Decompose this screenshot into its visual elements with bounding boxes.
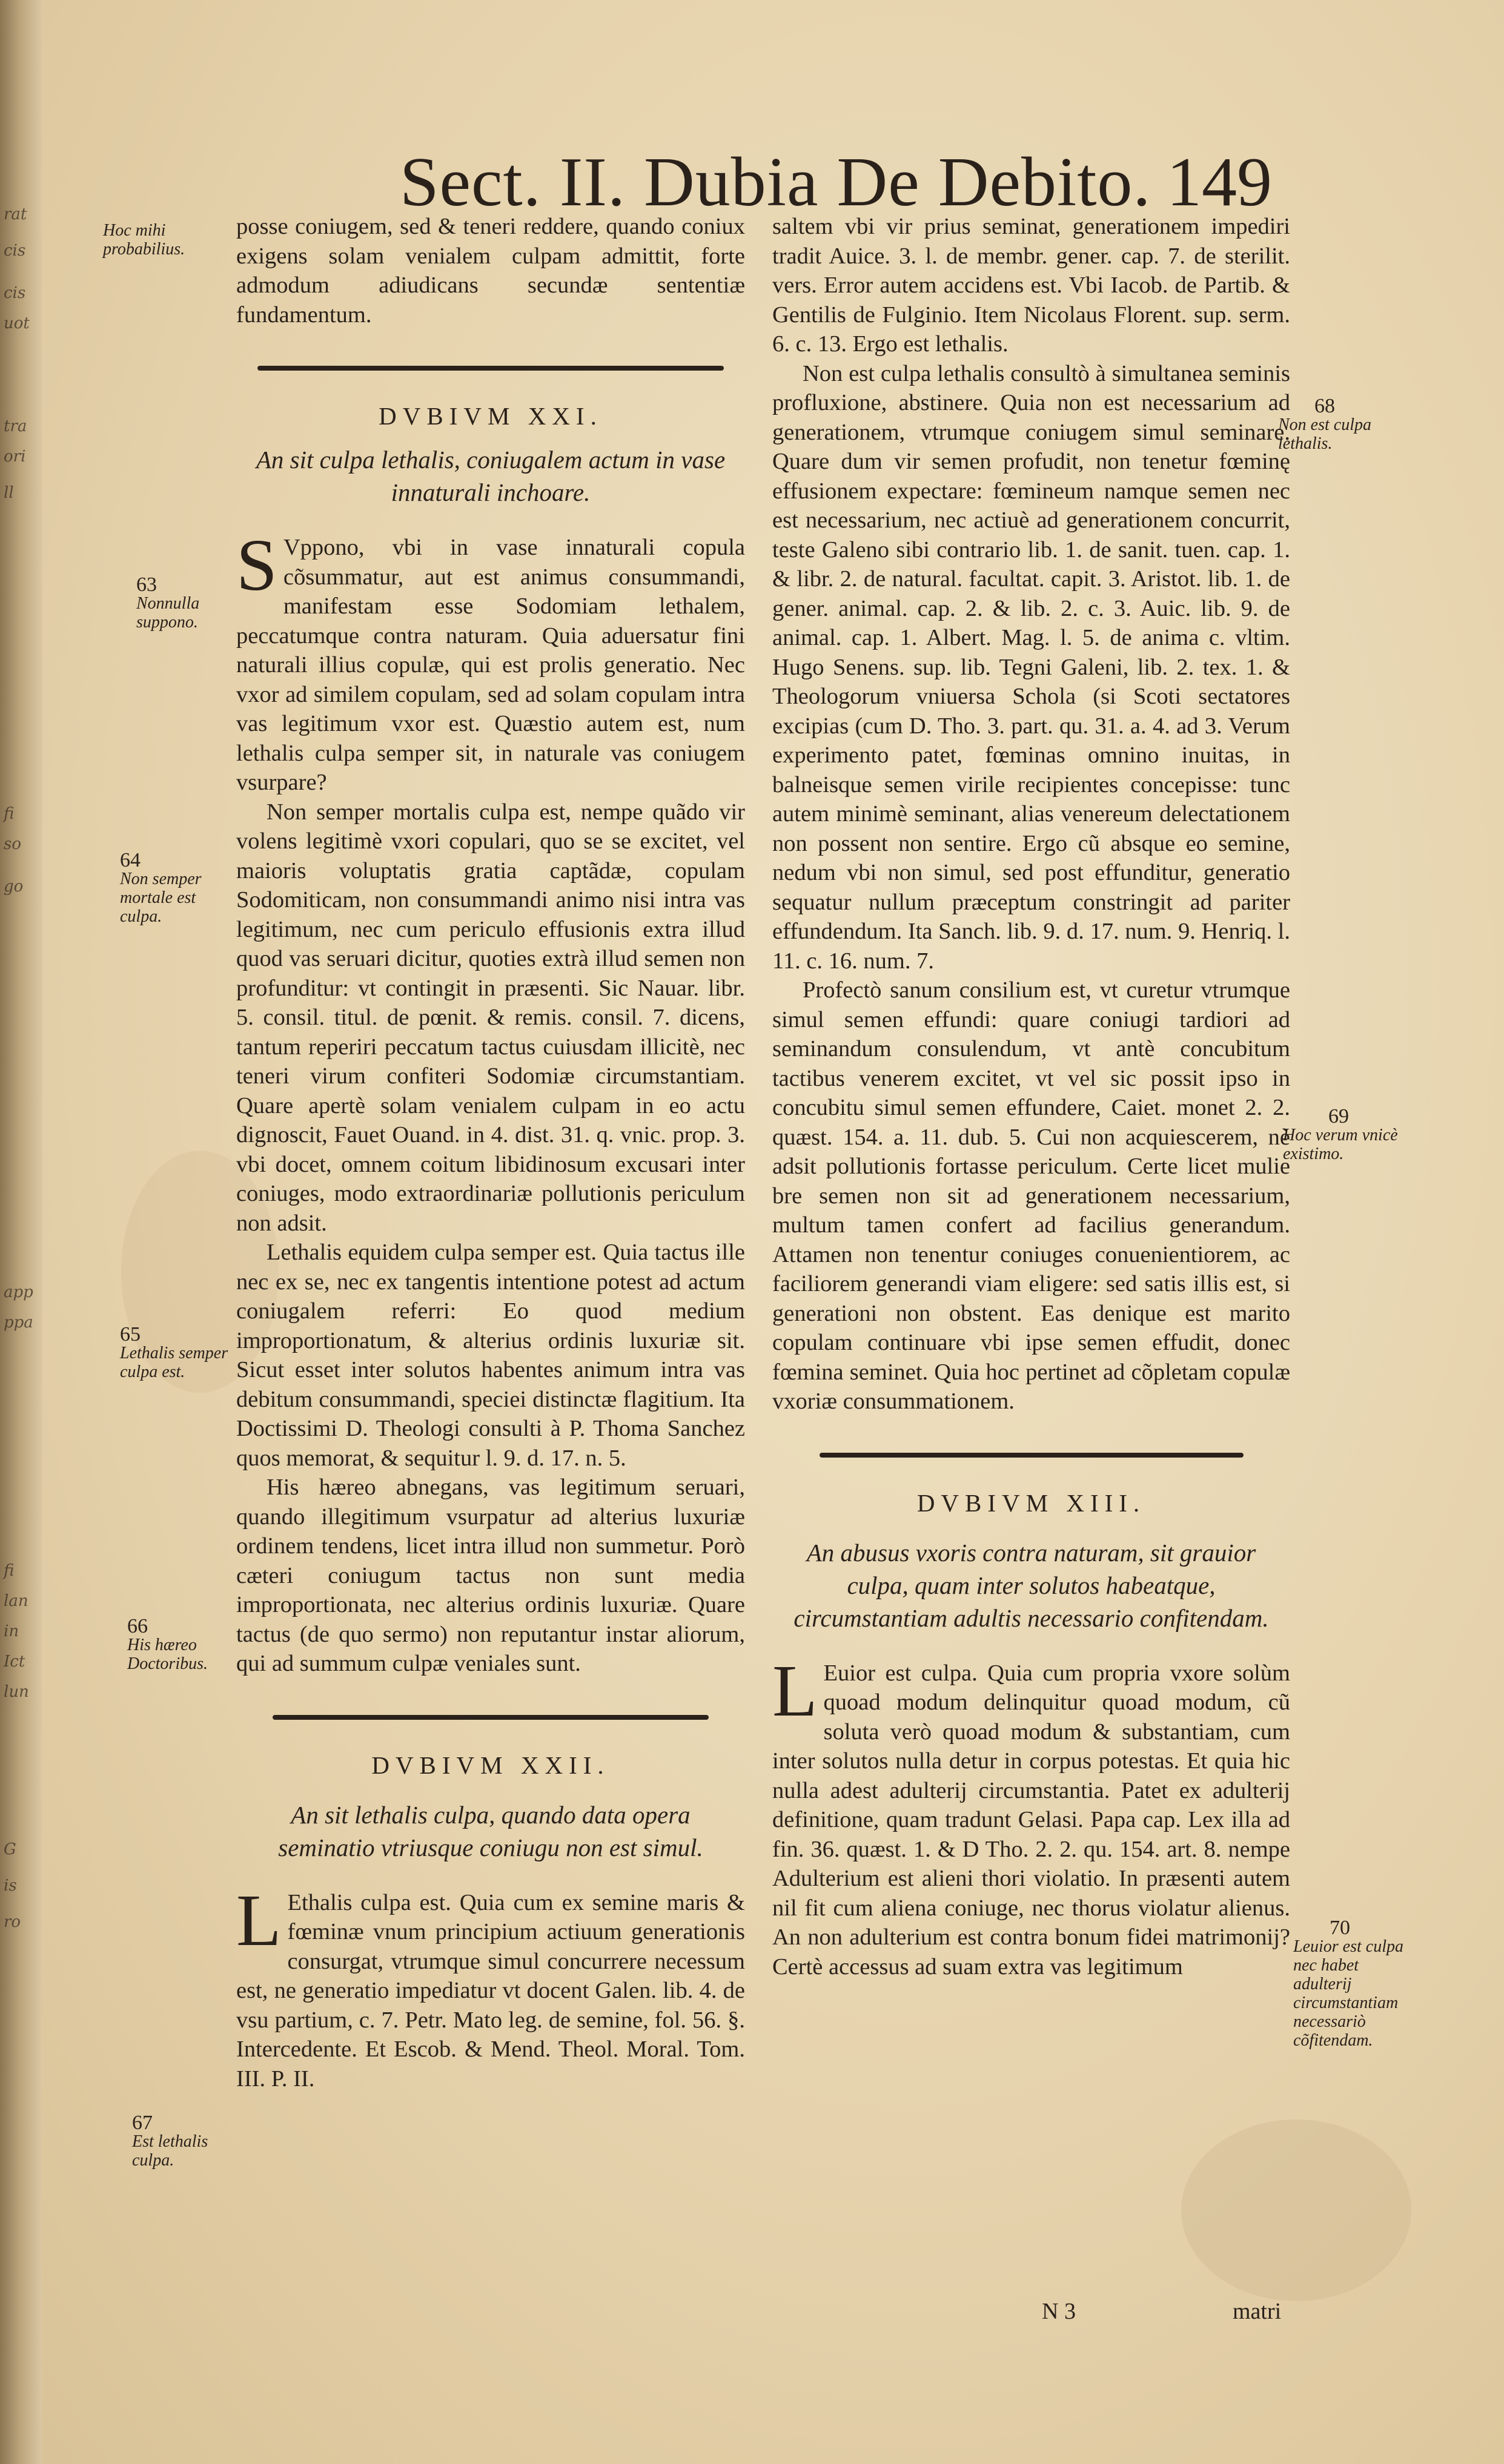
margin-note-69 bbox=[1283, 1107, 1404, 1163]
section-rule bbox=[273, 1715, 709, 1720]
running-head-title: Sect. II. Dubia De Debito. bbox=[400, 144, 1151, 221]
dubium-xxi-question: An sit culpa lethalis, coniugalem actum in vase innaturali inchoare. bbox=[256, 446, 726, 506]
paragraph-text: Euior est culpa. Quia cum propria vxore solùm quoad modum delinquitur quoad modum, cũ soluta verò quoad modum & substantiam, cum inter solutos nulla detur in corpus potestas. Et quia hic nulla adest adulterij circumstantia. Patet ex adulterij definitione, quam tradunt Gelasi. Papa cap. Lex illa ad fin. 36. quæst. 1. & D Tho. 2. 2. qu. 154. art. 8. nempe Adulterium est alieni thori violatio. In præsenti autem nil fit cum aliena coniuge, nec thorus violatur alienus. An non adulterium est contra bonum fidei matrimonij? Certè accessus ad suam extra vas legitimum bbox=[772, 1660, 1290, 1980]
prev-page-fragment: lan bbox=[4, 1592, 28, 1610]
left-column bbox=[236, 212, 745, 2093]
margin-note-66 bbox=[127, 1617, 236, 1673]
prev-page-fragment: lun bbox=[4, 1683, 29, 1701]
dubium-xxii-question: An sit lethalis culpa, quando data opera seminatio vtriusque coniugu non est simul. bbox=[278, 1800, 703, 1861]
right-column bbox=[772, 212, 1290, 1981]
prev-page-fragment: ro bbox=[4, 1913, 21, 1931]
signature-mark: N 3 bbox=[1042, 2299, 1076, 2324]
dubium-xiii-heading: DVBIVM XIII. bbox=[916, 1488, 1146, 1517]
paragraph-69: Profectò sanum consilium est, vt curetur vtrumque simul semen effundi: quare coniugi tardiori ad seminandum consulendum, vt antè concubitum tactibus venerem excitet, vt vel sic possit ipso in concubitu simul semen effundere, Caiet. monet 2. 2. quæst. 154. a. 11. dub. 5. Cui non acquiescerem, nè adsit pollutionis fortasse periculum. Certe licet mulie bre semen non sit ad generationem necessarium, multum tamen confert ad facilius generandum. Attamen non tenentur coniuges conuenientiorem, ac faciliorem generandi viam eligere: sed satis illis est, si generationi non obstent. Eas denique est marito copulam continuare vbi ipse semen effudit, donec fœmina seminet. Quia hoc pertinet ad cõpletam copulæ vxoriæ consummationem. bbox=[772, 977, 1290, 1414]
drop-cap: L bbox=[236, 1879, 282, 1961]
continued-paragraph: saltem vbi vir prius seminat, generationem impediri tradit Auice. 3. l. de membr. gener. cap. 7. de sterilit. vers. Error autem accidens est. Vbi Iacob. de Partib. & Gentilis de Fulginio. Item Nicolaus Florent. sup. serm. 6. c. 13. Ergo est lethalis. bbox=[772, 214, 1290, 357]
prev-page-fragment: uot bbox=[4, 314, 30, 332]
margin-note-text: Non semper mortale est culpa. bbox=[120, 870, 202, 926]
paragraph-67 bbox=[236, 1879, 745, 2094]
paragraph-65: Lethalis equidem culpa semper est. Quia tactus ille nec ex se, nec ex tangentis intentione potest ad actum coniugalem referri: Eo quod medium improportionatum, & alterius ordinis luxuriæ sit. Sicut esset inter solutos habentes animum intra vas debitum consummandi, speciei distinctæ flagitium. Ita Doctissimi D. Theologi consulti à P. Thoma Sanchez quos memorat, & sequitur l. 9. d. 17. n. 5. bbox=[236, 1240, 745, 1471]
section-rule bbox=[257, 366, 724, 371]
margin-note-65 bbox=[120, 1325, 235, 1381]
prev-page-fragment: so bbox=[4, 835, 21, 853]
margin-note-63 bbox=[136, 575, 227, 632]
prev-page-fragment: rat bbox=[4, 205, 27, 223]
section-rule bbox=[820, 1453, 1244, 1458]
margin-number: 64 bbox=[120, 849, 141, 871]
prev-page-fragment: tra bbox=[4, 417, 27, 435]
margin-note-text: Hoc verum vnicè existimo. bbox=[1283, 1126, 1398, 1163]
margin-note-text: Nonnulla suppono. bbox=[136, 594, 200, 632]
dubium-xxii-heading: DVBIVM XXII. bbox=[371, 1751, 610, 1779]
intro-paragraph: posse coniugem, sed & teneri reddere, quando coniux exigens solam venialem culpam admittit, forte admodum adiudicans secundæ sententiæ fundamentum. bbox=[236, 214, 745, 328]
prev-page-fragment: app bbox=[4, 1283, 33, 1301]
margin-number: 68 bbox=[1314, 395, 1335, 417]
paragraph-70 bbox=[772, 1650, 1290, 1982]
margin-note-68 bbox=[1278, 397, 1399, 453]
paragraph-68: Non est culpa lethalis consultò à simultanea seminis profluxione, abstinere. Quia non est necessarium ad generationem, vtrumque coniugem simul seminare. Quare dum vir semen profudit, non tenetur fœminę effusionem expectare: fœmineum namque semen nec est necessarium, nec actiuè ad generationem concurrit, teste Galeno sibi contrario lib. 1. de sanit. tuen. cap. 1. & libr. 2. de natural. facultat. capit. 3. Aristot. lib. 1. de gener. animal. cap. 2. & lib. 2. c. 3. Auic. lib. 9. de animal. cap. 1. Albert. Mag. l. 5. de anima c. vltim. Hugo Senens. sup. lib. Tegni Galeni, lib. 2. tex. 1. & Theologorum vniuersa Schola (si Scoti sectatores excipias (cum D. Tho. 3. part. qu. 31. a. 4. ad 3. Verum experimento patet, fœminas omnino inuitas, in balneisque semen virile recipientes concepisse: tunc autem minimè seminant, alias venereum delectationem non possent non sentire. Ergo cũ absque eo semine, nedum vbi non simul, sed post effunditur, generatio sequatur nullum præceptum constringit ad pariter effundendum. Ita Sanch. lib. 9. d. 17. num. 9. Henriq. l. 11. c. 16. num. 7. bbox=[772, 360, 1290, 974]
prev-page-fragment: ll bbox=[4, 484, 14, 502]
paragraph-text: Vppono, vbi in vase innaturali copula cõsummatur, aut est animus consummandi, manifestam esse Sodomiam lethalem, peccatumque contra naturam. Quia aduersatur fini naturali illius copulæ, qui est prolis generatio. Nec vxor ad similem copulam, sed ad solam copulam intra vas legitimum vxor est. Quæstio autem est, num lethalis culpa semper sit, in naturale vas coniugem vsurpare? bbox=[236, 535, 745, 795]
paragraph-63 bbox=[236, 524, 745, 798]
drop-cap: S bbox=[236, 524, 277, 606]
prev-page-fragment: G bbox=[4, 1840, 16, 1858]
margin-note-text: Lethalis semper culpa est. bbox=[120, 1344, 228, 1381]
paper-stain bbox=[1181, 2119, 1411, 2301]
margin-number: 63 bbox=[136, 573, 157, 596]
margin-number: 66 bbox=[127, 1615, 148, 1637]
prev-page-fragment: go bbox=[4, 877, 24, 896]
prev-page-fragment: fi bbox=[4, 805, 15, 823]
margin-note-text: His hæreo Doctoribus. bbox=[127, 1636, 208, 1673]
prev-page-fragment: is bbox=[4, 1877, 17, 1895]
paragraph-text: Ethalis culpa est. Quia cum ex semine maris & fœminæ vnum principium actiuum generationis consurgat, vtrumque simul concurrere necessum est, ne generatio impediatur vt docent Galen. lib. 4. de vsu partium, c. 7. Petr. Mato leg. de semine, fol. 56. §. Intercedente. Et Escob. & Mend. Theol. Moral. Tom. III. P. II. bbox=[236, 1889, 745, 2092]
paragraph-64: Non semper mortalis culpa est, nempe quãdo vir volens legitimè vxori copulari, quo se se excitet, vel maioris voluptatis gratia captãdæ, copulam Sodomiticam, non consummandi animo nisi intra vas legitimum, nec cum periculo effusionis extra illud quod vas seruari dicitur, quoties extrà illud semen non profunditur: vt contingit in præsenti. Sic Nauar. libr. 5. consil. titul. de pœnit. & remis. consil. 7. dicens, tantum reperiri peccatum tactus cuiusdam illicitè, nec teneri virum confiteri Sodomiæ circumstantiam. Quare apertè solam venialem culpam in eo actu dignoscit, Fauet Ouand. in 4. dist. 31. q. vnic. prop. 3. vbi docet, omnem coitum libidinosum excusari inter coniuges, modo extraordinariæ pollutionis periculum non adsit. bbox=[236, 799, 745, 1236]
prev-page-fragment: ppa bbox=[4, 1313, 33, 1332]
prev-page-fragment: Ict bbox=[4, 1653, 25, 1671]
margin-number: 69 bbox=[1328, 1105, 1349, 1128]
page-number: 149 bbox=[1167, 144, 1272, 221]
margin-note-64 bbox=[120, 851, 226, 926]
dubium-xiii-question: An abusus vxoris contra naturam, sit grauior culpa, quam inter solutos habeatque, circumstantiam adultis necessario confitendam. bbox=[793, 1538, 1269, 1632]
prev-page-fragment: ori bbox=[4, 448, 26, 466]
prev-page-fragment: cis bbox=[4, 242, 26, 260]
margin-note-67 bbox=[132, 2113, 232, 2170]
margin-note-text: Est lethalis culpa. bbox=[132, 2132, 208, 2170]
prev-page-fragment: fi bbox=[4, 1562, 15, 1580]
margin-number: 65 bbox=[120, 1323, 141, 1346]
margin-number: 67 bbox=[132, 2112, 153, 2134]
catchword: matri bbox=[1233, 2299, 1282, 2324]
paragraph-66: His hæreo abnegans, vas legitimum seruari, quando illegitimum vsurpatur ad alterius luxuriæ ordinem tendens, licet intra illud non summetur. Porò cæteri coniugum tactus non sunt media improportionata, nec alterius ordinis luxuriæ. Quare tactus (de quo sermo) non reputantur instar aliorum, qui ad summum culpæ veniales sunt. bbox=[236, 1475, 745, 1676]
margin-note-top: Hoc mihi probabilius. bbox=[103, 221, 185, 259]
binding-gutter bbox=[0, 0, 42, 2464]
margin-number: 70 bbox=[1330, 1917, 1350, 1939]
margin-note-text: Non est culpa lethalis. bbox=[1278, 415, 1371, 453]
margin-note-70 bbox=[1293, 1918, 1408, 2050]
dubium-xxi-heading: DVBIVM XXI. bbox=[379, 402, 603, 430]
drop-cap: L bbox=[772, 1650, 818, 1732]
margin-note-text: Leuior est culpa nec habet adulterij circumstantiam necessariò cõfitendam. bbox=[1293, 1937, 1403, 2050]
prev-page-fragment: cis bbox=[4, 284, 26, 302]
prev-page-fragment: in bbox=[4, 1622, 19, 1640]
